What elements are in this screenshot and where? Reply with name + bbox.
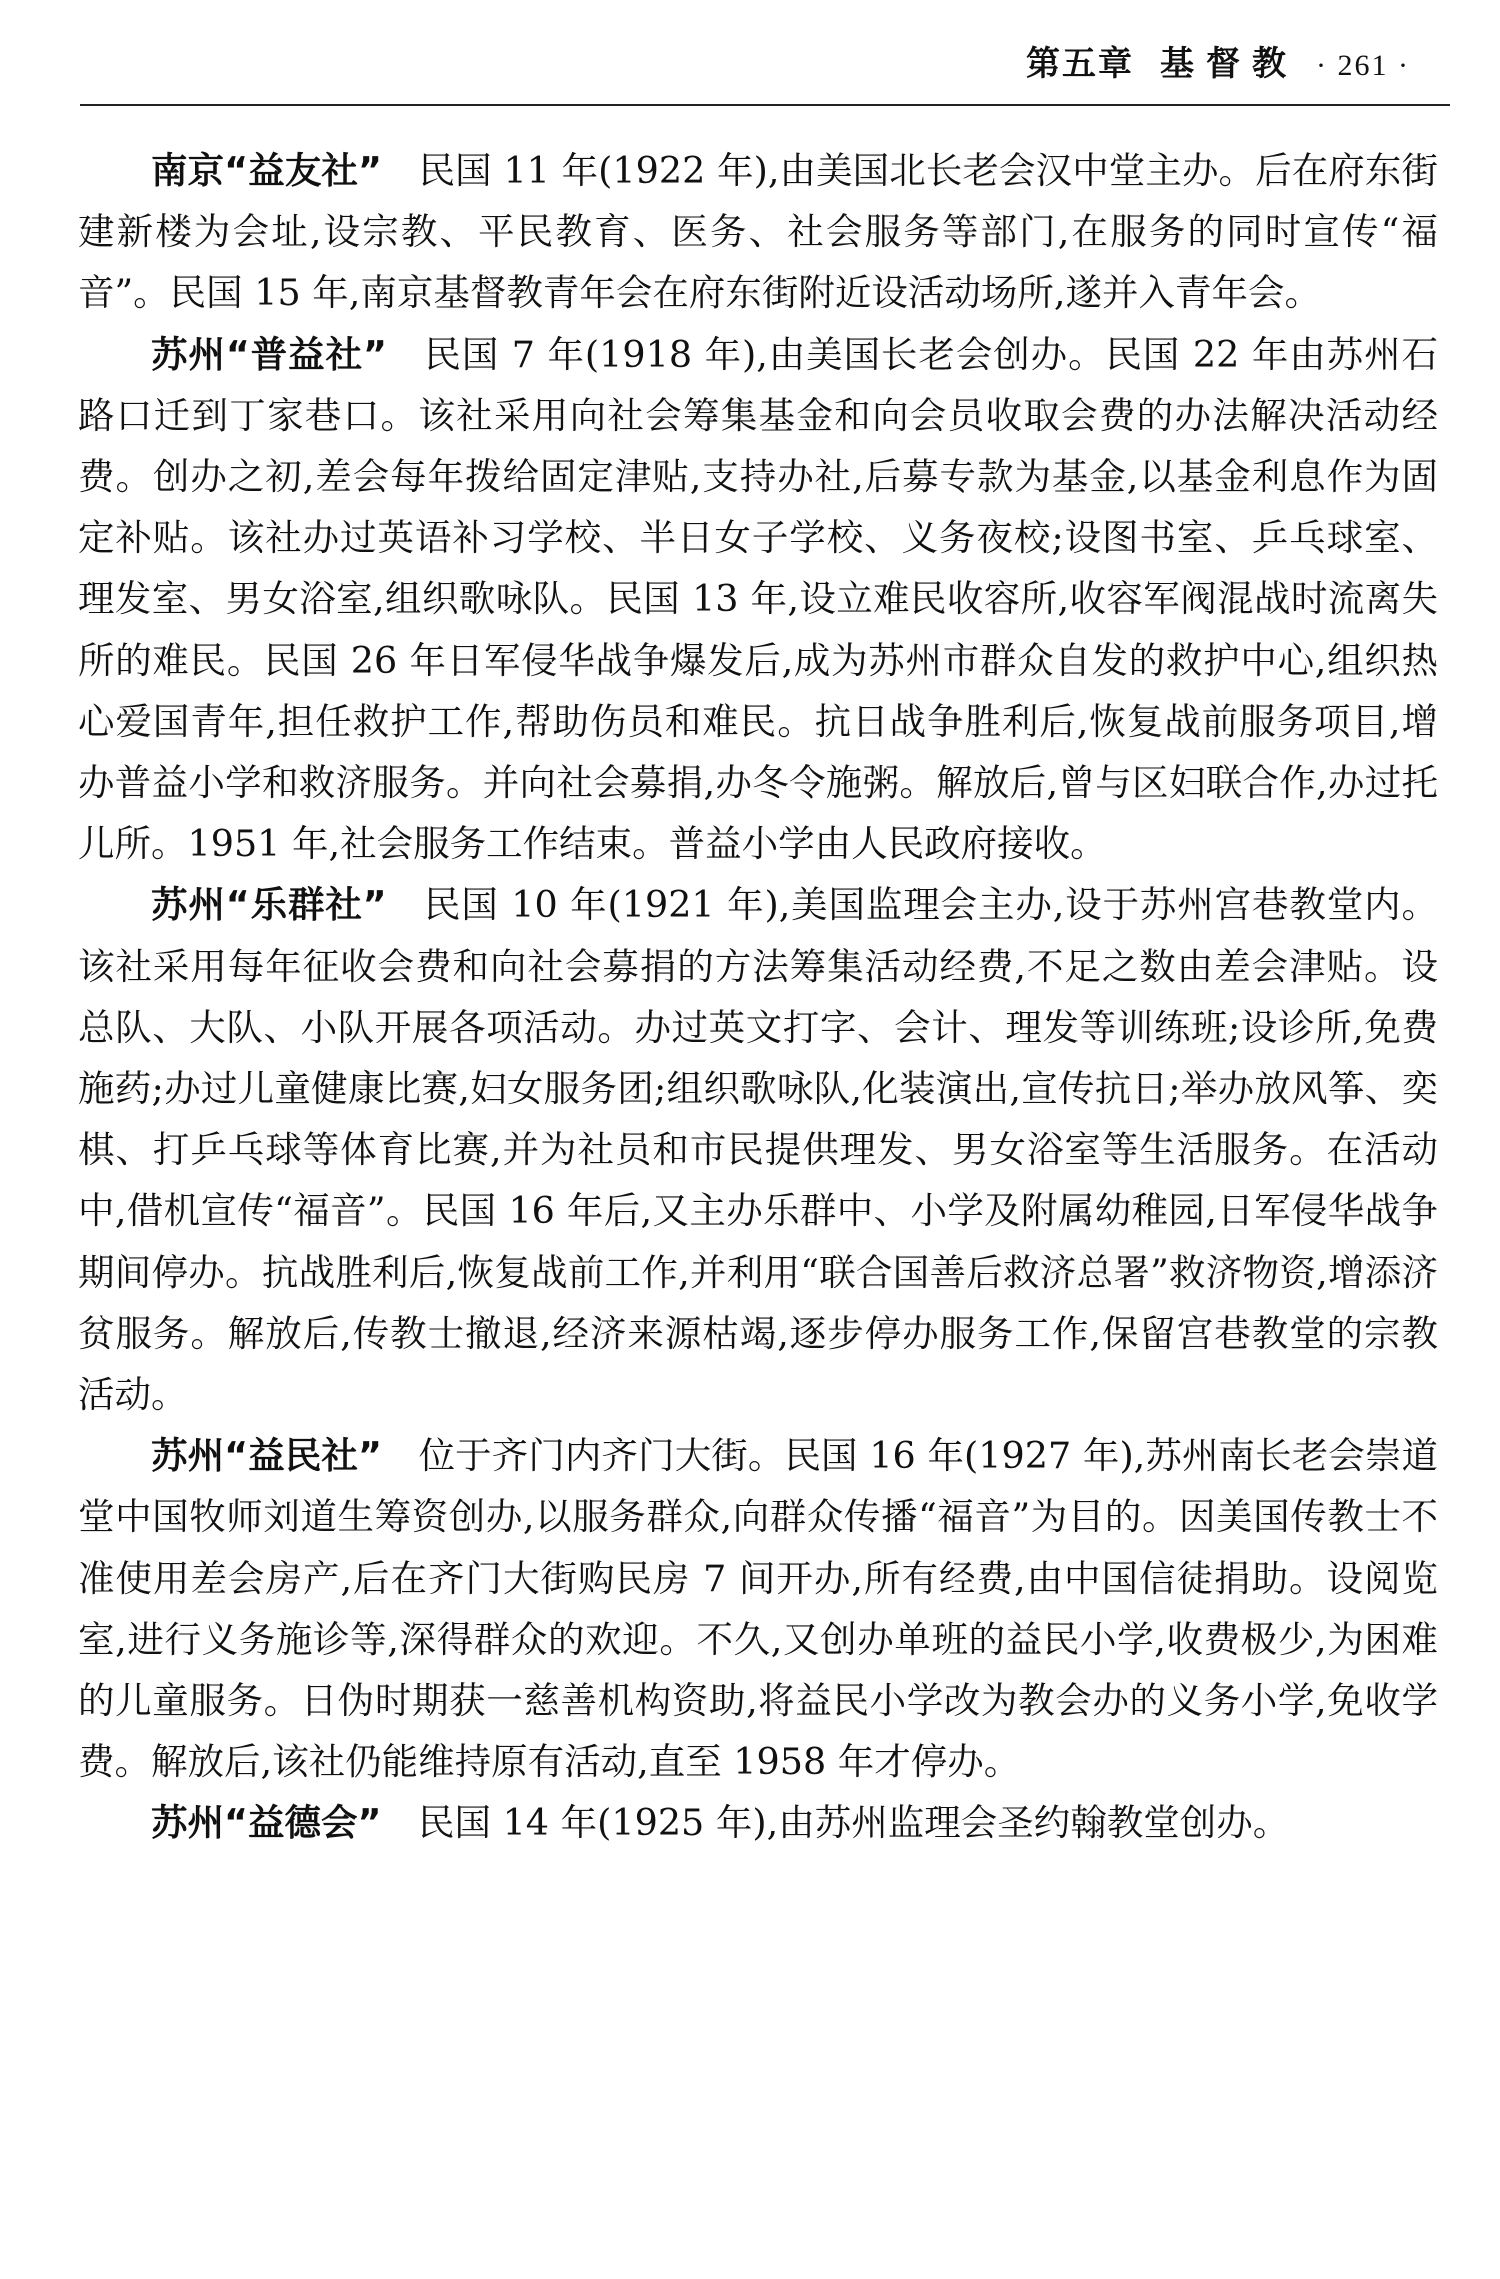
entry-title: 苏州“乐群社” bbox=[151, 883, 387, 927]
entry-suzhou-lequnshe bbox=[78, 874, 1438, 1425]
body-text bbox=[78, 140, 1438, 1854]
entry-title: 南京“益友社” bbox=[151, 149, 382, 192]
entry-nanjing-yiyoushe bbox=[78, 140, 1438, 324]
section-label: 基督教 bbox=[1160, 44, 1299, 84]
entry-text: 民国 7 年(1918 年),由美国长老会创办。民国 22 年由苏州石路口迁到丁家巷口。该社采用向社会筹集基金和向会员收取会费的办法解决活动经费。创办之初,差会每年拨给固定津贴,支持办社,后募专款为基金,以基金利息作为固定补贴。该社办过英语补习学校、半日女子学校、义务夜校;设图书室、乒乓球室、理发室、男女浴室,组织歌咏队。民国 13 年,设立难民收容所,收容军阀混战时流离失所的难民。民国 26 年日军侵华战争爆发后,成为苏州市群众自发的救护中心,组织热心爱国青年,担任救护工作,帮助伤员和难民。抗日战争胜利后,恢复战前服务项目,增办普益小学和救济服务。并向社会募捐,办冬令施粥。解放后,曾与区妇联合作,办过托儿所。1951 年,社会服务工作结束。普益小学由人民政府接收。 bbox=[78, 332, 1438, 866]
entry-text: 民国 14 年(1925 年),由苏州监理会圣约翰教堂创办。 bbox=[417, 1801, 1290, 1845]
chapter-label: 第五章 bbox=[1026, 44, 1135, 84]
entry-title: 苏州“益民社” bbox=[151, 1434, 382, 1478]
header-rule bbox=[80, 104, 1450, 106]
page-number: · 261 · bbox=[1316, 49, 1410, 82]
entry-suzhou-yiminshe bbox=[78, 1425, 1438, 1792]
entry-text: 民国 10 年(1921 年),美国监理会主办,设于苏州宫巷教堂内。该社采用每年征收会费和向社会募捐的方法筹集活动经费,不足之数由差会津贴。设总队、大队、小队开展各项活动。办过英文打字、会计、理发等训练班;设诊所,免费施药;办过儿童健康比赛,妇女服务团;组织歌咏队,化装演出,宣传抗日;举办放风筝、奕棋、打乒乓球等体育比赛,并为社员和市民提供理发、男女浴室等生活服务。在活动中,借机宣传“福音”。民国 16 年后,又主办乐群中、小学及附属幼稚园,日军侵华战争期间停办。抗战胜利后,恢复战前工作,并利用“联合国善后救济总署”救济物资,增添济贫服务。解放后,传教士撤退,经济来源枯竭,逐步停办服务工作,保留宫巷教堂的宗教活动。 bbox=[78, 883, 1438, 1417]
entry-title: 苏州“益德会” bbox=[151, 1801, 382, 1845]
entry-suzhou-puyishe bbox=[78, 324, 1438, 875]
entry-suzhou-yidehui bbox=[78, 1792, 1438, 1853]
entry-text: 民国 11 年(1922 年),由美国北长老会汉中堂主办。后在府东街建新楼为会址,设宗教、平民教育、医务、社会服务等部门,在服务的同时宣传“福音”。民国 15 年,南京基督教青年会在府东街附近设活动场所,遂并入青年会。 bbox=[78, 149, 1438, 315]
entry-title: 苏州“普益社” bbox=[151, 332, 387, 376]
entry-text: 位于齐门内齐门大街。民国 16 年(1927 年),苏州南长老会崇道堂中国牧师刘道生筹资创办,以服务群众,向群众传播“福音”为目的。因美国传教士不准使用差会房产,后在齐门大街购民房 7 间开办,所有经费,由中国信徒捐助。设阅览室,进行义务施诊等,深得群众的欢迎。不久,又创办单班的益民小学,收费极少,为困难的儿童服务。日伪时期获一慈善机构资助,将益民小学改为教会办的义务小学,免收学费。解放后,该社仍能维持原有活动,直至 1958 年才停办。 bbox=[78, 1434, 1438, 1784]
running-head bbox=[1026, 44, 1410, 86]
